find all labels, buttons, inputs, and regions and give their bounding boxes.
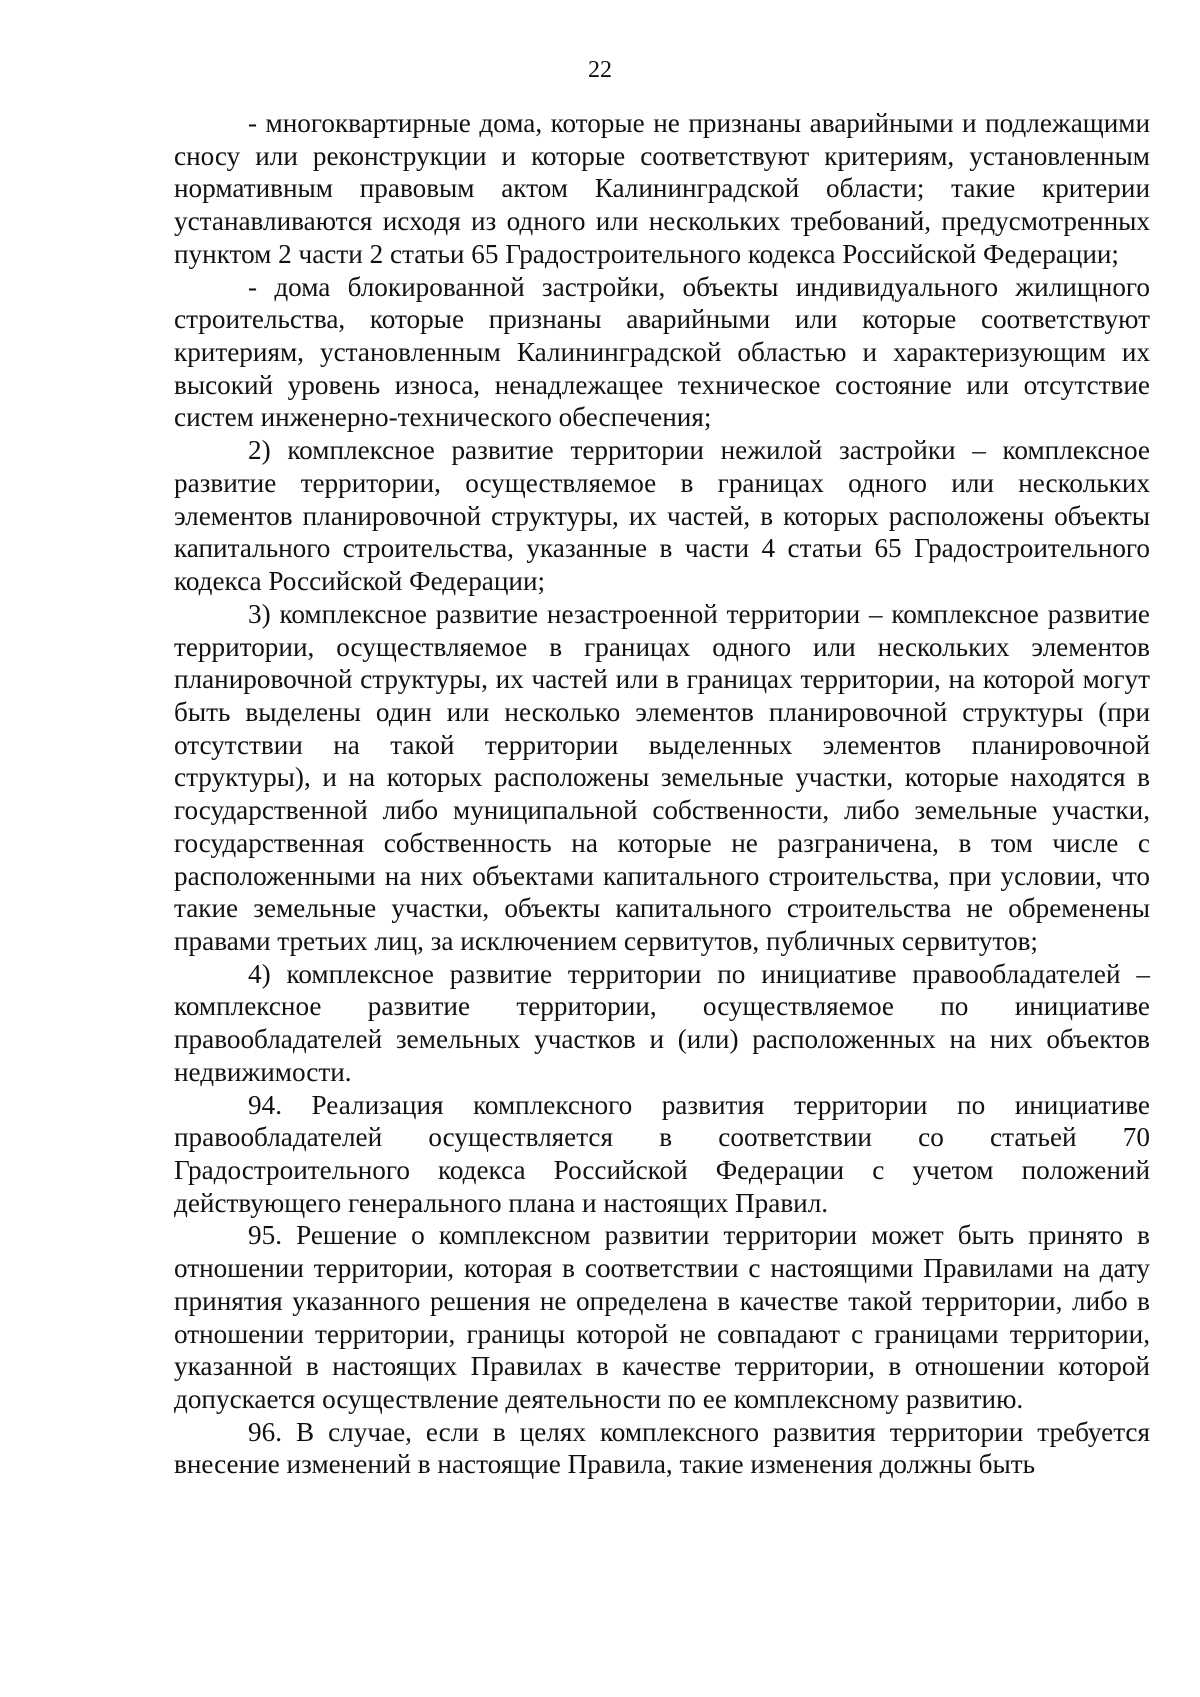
paragraph-96: 96. В случае, если в целях комплексного развития территории требуется внесение изменений в настоящие Правила, такие изменения должны быть: [174, 1416, 1150, 1480]
paragraph-item-4: 4) комплексное развитие территории по инициативе правообладателей – комплексное развитие территории, осуществляемое по инициативе правообладателей земельных участков и (или) расположенных на них объектов недвижимости.: [174, 958, 1150, 1087]
page-number: 22: [588, 57, 612, 83]
paragraph-95: 95. Решение о комплексном развитии территории может быть принято в отношении территории, которая в соответствии с настоящими Правилами на дату принятия указанного решения не определена в качестве такой территории, либо в отношении территории, границы которой не совпадают с границами территории, указанной в настоящих Правилах в качестве территории, в отношении которой допускается осуществление деятельности по ее комплексному развитию.: [174, 1220, 1150, 1415]
paragraph-94: 94. Реализация комплексного развития территории по инициативе правообладателей осуществляется в соответствии со статьей 70 Градостроительного кодекса Российской Федерации с учетом положений действующего генерального плана и настоящих Правил.: [174, 1089, 1150, 1218]
paragraph-blocked-houses: - дома блокированной застройки, объекты индивидуального жилищного строительства, которые признаны аварийными или которые соответствуют критериям, установленным Калининградской областью и характеризующим их высокий уровень износа, ненадлежащее техническое состояние или отсутствие систем инженерно-технического обеспечения;: [174, 271, 1150, 433]
paragraph-apartment-buildings: - многоквартирные дома, которые не признаны аварийными и подлежащими сносу или реконструкции и которые соответствуют критериям, установленным нормативным правовым актом Калининградской области; такие критерии устанавливаются исходя из одного или нескольких требований, предусмотренных пунктом 2 части 2 статьи 65 Градостроительного кодекса Российской Федерации;: [174, 108, 1150, 269]
document-body: [174, 107, 1150, 1481]
paragraph-item-3: 3) комплексное развитие незастроенной территории – комплексное развитие территории, осуществляемое в границах одного или нескольких элементов планировочной структуры, их частей или в границах территории, на которой могут быть выделены один или несколько элементов планировочной структуры (при отсутствии на такой территории выделенных элементов планировочной структуры), и на которых расположены земельные участки, которые находятся в государственной либо муниципальной собственности, либо земельные участки, государственная собственность на которые не разграничена, в том числе с расположенными на них объектами капитального строительства, при условии, что такие земельные участки, объекты капитального строительства не обременены правами третьих лиц, за исключением сервитутов, публичных сервитутов;: [174, 598, 1150, 956]
paragraph-item-2: 2) комплексное развитие территории нежилой застройки – комплексное развитие территории, осуществляемое в границах одного или нескольких элементов планировочной структуры, их частей, в которых расположены объекты капитального строительства, указанные в части 4 статьи 65 Градостроительного кодекса Российской Федерации;: [174, 435, 1150, 597]
